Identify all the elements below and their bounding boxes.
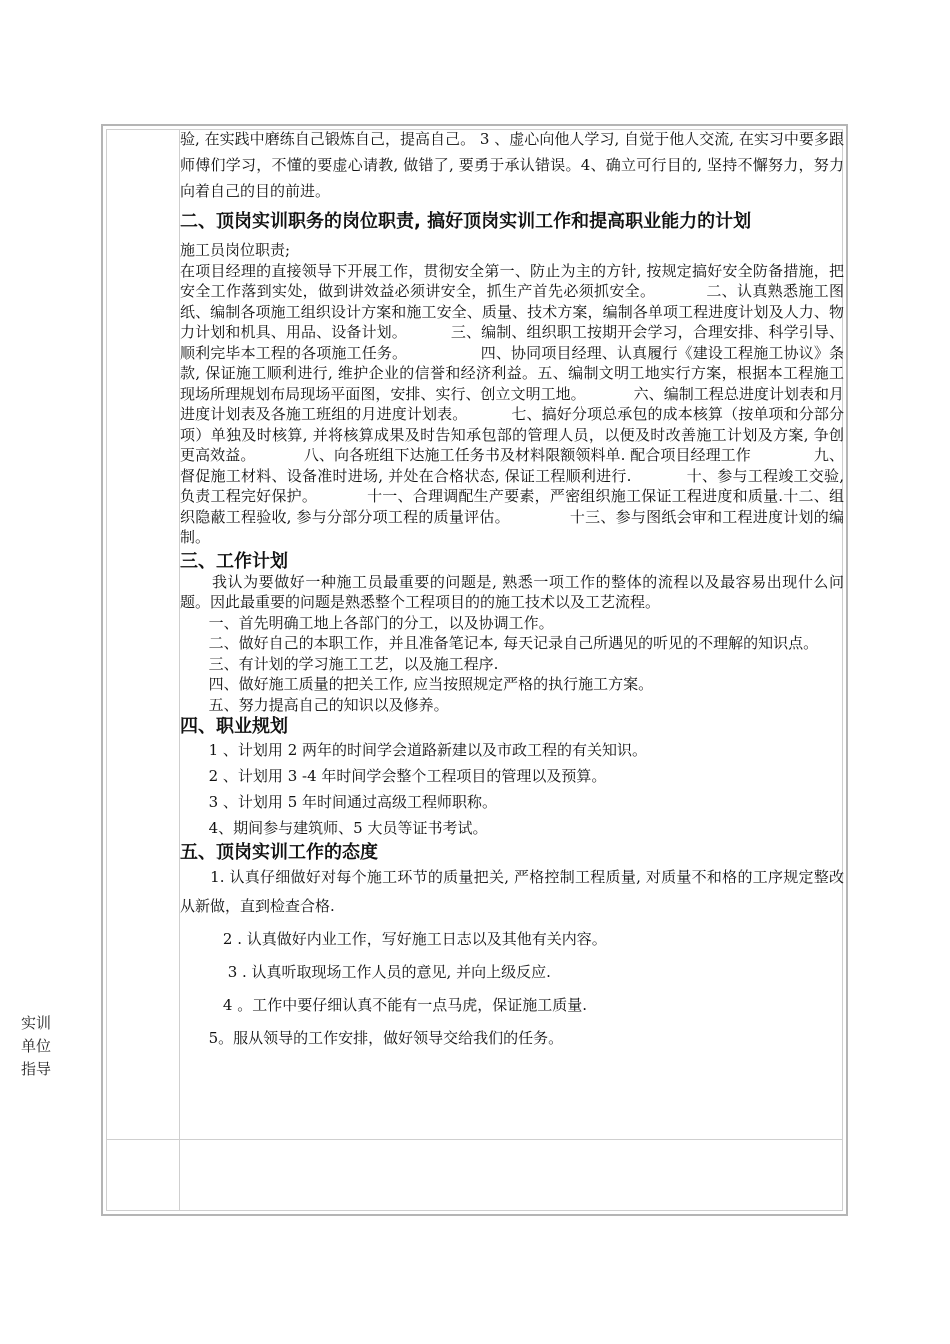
section4-item: 4、期间参与建筑师、5 大员等证书考试。 [180, 819, 488, 837]
section3-intro: 我认为要做好一种施工员最重要的问题是, 熟悉一项工作的整体的流程以及最容易出现什么问题。因此最重要的问题是熟悉整个工程项目的的施工技术以及工艺流程。 [180, 572, 844, 611]
section5-heading: 五、顶岗实训工作的态度 [180, 842, 378, 863]
section4-item: 3 、计划用 5 年时间通过高级工程师职称。 [180, 793, 498, 811]
section5-item: 4 。工作中要仔细认真不能有一点马虎，保证施工质量. [180, 996, 588, 1014]
section3-item: 三、有计划的学习施工工艺，以及施工程序. [180, 654, 499, 673]
label-line-3: 指导 [20, 1060, 51, 1078]
section5-item: 2 . 认真做好内业工作，写好施工日志以及其他有关内容。 [180, 930, 607, 948]
section5-item: 3 . 认真听取现场工作人员的意见, 并向上级反应. [180, 963, 551, 981]
section4-heading: 四、职业规划 [180, 716, 288, 737]
section2-body: 施工员岗位职责; 在项目经理的直接领导下开展工作，贯彻安全第一、防止为主的方针, 按规定搞好安全防备措施，把安全工作落到实处，做到讲效益必须讲安全，抓生产首先必须抓安全。 二、认真熟悉施工图纸、编制各项施工组织设计方案和施工安全、质量、技术方案，编制各单项工程进度计划及人力、物力计划和机具、用品、设备计划。 三、编制、组织职工按期开会学习，合理安排、科学引导、顺利完毕本工程的各项施工任务。 四、协同项目经理、认真履行《建设工程施工协议》条款, 保证施工顺利进行, 维护企业的信誉和经济利益。五、编制文明工地实行方案，根据本工程施工现场所理规划布局现场平面图，安排、实行、创立文明工地。 六、编制工程总进度计划表和月进度计划表及各施工班组的月进度计划表。 七、搞好分项总承包的成本核算（按单项和分部分项）单独及时核算, 并将核算成果及时告知承包部的管理人员，以便及时改善施工计划及方案, 争创更高效益。 八、向各班组下达施工任务书及材料限额领料单. 配合项目经理工作 九、督促施工材料、设备准时进场, 并处在合格状态, 保证工程顺利进行. 十、参与工程竣工交验, 负责工程完好保护。 十一、合理调配生产要素，严密组织施工保证工程进度和质量.十二、组织隐蔽工程验收, 参与分部分项工程的质量评估。 十三、参与图纸会审和工程进度计划的编制。 [180, 241, 844, 546]
section4-item: 1 、计划用 2 两年的时间学会道路新建以及市政工程的有关知识。 [180, 741, 648, 759]
section3-heading: 三、工作计划 [180, 550, 288, 572]
section2-heading: 二、顶岗实训职务的岗位职责, 搞好顶岗实训工作和提高职业能力的计划 [180, 211, 752, 232]
section5-item: 1. 认真仔细做好对每个施工环节的质量把关, 严格控制工程质量, 对质量不和格的工序规定整改从新做，直到检查合格. [180, 868, 845, 915]
label-line-2: 单位 [20, 1037, 51, 1055]
training-unit-guidance-label [4, 1012, 68, 1081]
section3-item: 四、做好施工质量的把关工作, 应当按照规定严格的执行施工方案。 [180, 675, 654, 693]
section5-item: 5。服从领导的工作安排，做好领导交给我们的任务。 [180, 1029, 564, 1047]
section4-item: 2 、计划用 3 -4 年时间学会整个工程项目的管理以及预算。 [180, 767, 607, 785]
report-content [180, 126, 844, 1053]
section3-item: 五、努力提高自己的知识以及修养。 [180, 695, 449, 714]
row-divider [107, 1139, 842, 1140]
intro-paragraph: 验, 在实践中磨练自己锻炼自己，提高自己。 3 、虚心向他人学习, 自觉于他人交流, 在实习中要多跟师傅们学习，不懂的要虚心请教, 做错了, 要勇于承认错误。4、确立可行目的, 坚持不懈努力，努力向着自己的目的前进。 [180, 130, 844, 200]
section3-item: 一、首先明确工地上各部门的分工，以及协调工作。 [180, 613, 554, 632]
label-line-1: 实训 [20, 1014, 51, 1032]
section3-item: 二、做好自己的本职工作，并且准备笔记本, 每天记录自己所遇见的听见的不理解的知识点。 [180, 634, 819, 652]
